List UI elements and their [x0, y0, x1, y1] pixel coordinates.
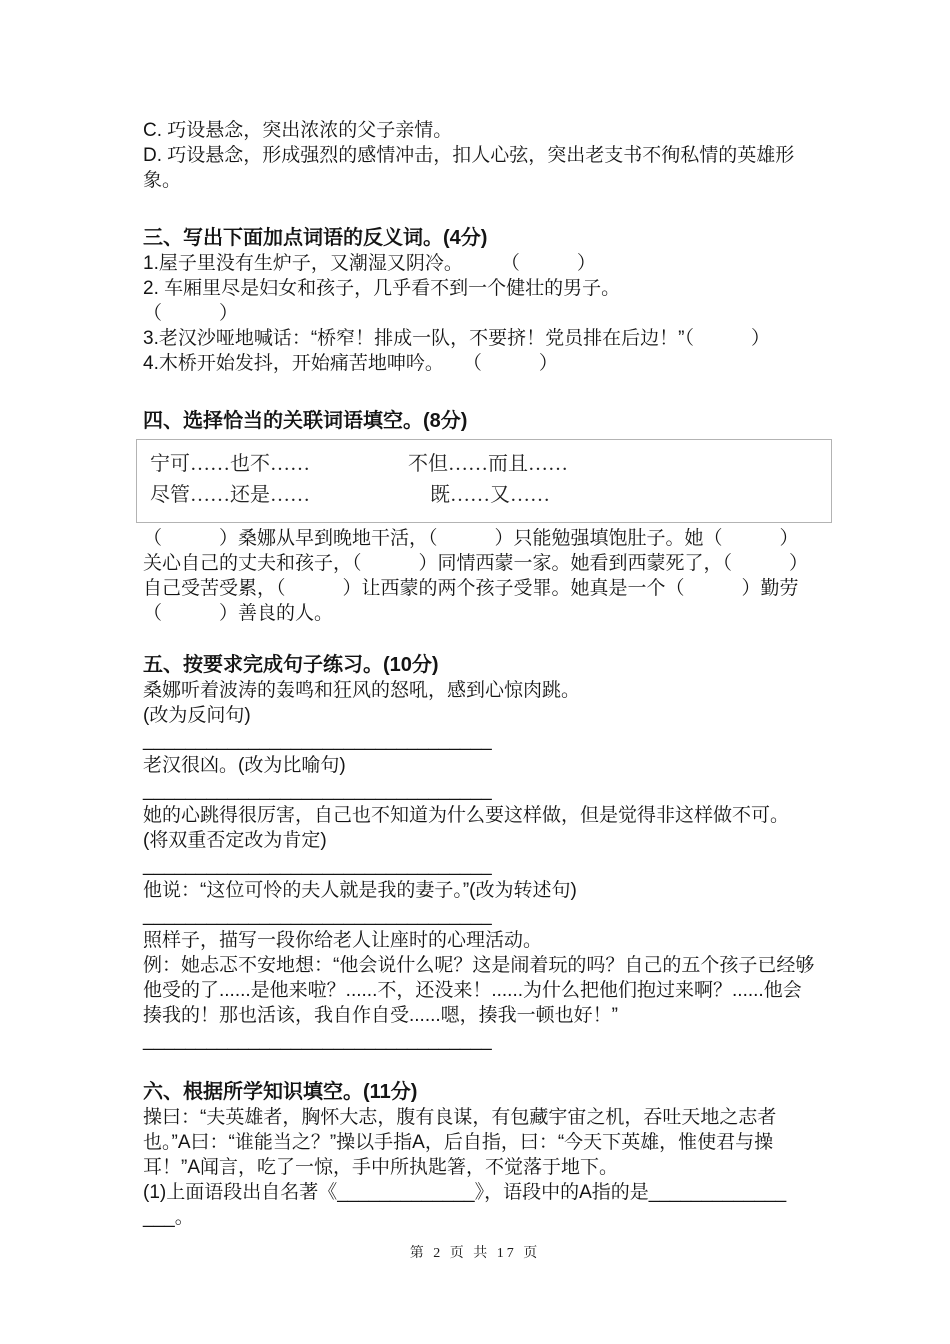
section5-sentence: 桑娜听着波涛的轰鸣和狂风的怒吼，感到心惊肉跳。 [143, 680, 581, 701]
section4-title: 四、选择恰当的关联词语填空。(8分) [143, 410, 468, 432]
section6-passage: 操曰：“夫英雄者，胸怀大志，腹有良谋，有包藏宇宙之机，吞吐天地之志者也。”A曰：“谁能当之？”操以手指A，后自指，曰：“今天下英雄，惟使君与操耳！”A闻言，吃了一惊，手中所执匙箸，不觉落于地下。 [143, 1107, 777, 1178]
exam-content [143, 118, 817, 1230]
answer-line: _________________________________ [143, 730, 492, 751]
page-footer: 第 2 页 共 17 页 [409, 1246, 541, 1261]
section5-sentence: 照样子，描写一段你给老人让座时的心理活动。 [143, 930, 543, 951]
section6-title: 六、根据所学知识填空。(11分) [143, 1081, 418, 1103]
answer-line: _________________________________ [143, 1030, 492, 1051]
word-bank-item: 既……又…… [430, 484, 550, 506]
word-bank-item: 尽管……还是…… [150, 484, 310, 506]
word-bank-row [150, 449, 821, 480]
answer-line: _________________________________ [143, 780, 492, 801]
section5-sentence: 她的心跳得很厉害，自己也不知道为什么要这样做，但是觉得非这样做不可。 [143, 805, 790, 826]
section3-item-2-blank: （ ） [143, 303, 239, 324]
section3-item-3: 3.老汉沙哑地喊话：“桥窄！排成一队，不要挤！党员排在后边！”（ ） [143, 328, 771, 349]
word-bank-row [150, 480, 821, 511]
section5-instruction: (改为反问句) [143, 705, 251, 726]
section6-question-1: (1)上面语段出自名著《_____________》，语段中的A指的是_____________ [143, 1182, 787, 1203]
section5-example: 例：她忐忑不安地想：“他会说什么呢？这是闹着玩的吗？自己的五个孩子已经够他受的了......是他来啦？......不，还没来！......为什么把他们抱过来啊？......他会揍我的！那也活该，我自作自受......嗯，揍我一顿也好！” [143, 955, 815, 1026]
option-c: C. 巧设悬念，突出浓浓的父子亲情。 [143, 120, 453, 141]
section3-title: 三、写出下面加点词语的反义词。(4分) [143, 227, 488, 249]
answer-line: _________________________________ [143, 855, 492, 876]
section3-item-4: 4.木桥开始发抖，开始痛苦地呻吟。 （ ） [143, 353, 558, 374]
answer-line: _________________________________ [143, 905, 492, 926]
section6-question-1-continuation: ___。 [143, 1207, 194, 1228]
section4-fill-paragraph: （ ）桑娜从早到晚地干活，（ ）只能勉强填饱肚子。她（ ）关心自己的丈夫和孩子，（ ）同情西蒙一家。她看到西蒙死了，（ ）自己受苦受累，（ ）让西蒙的两个孩子受罪。她真是一个（ ）勤劳（ ）善良的人。 [143, 528, 809, 624]
section3-item-1: 1.屋子里没有生炉子，又潮湿又阴冷。 （ ） [143, 253, 596, 274]
section5-sentence: 老汉很凶。(改为比喻句) [143, 755, 346, 776]
option-d: D. 巧设悬念，形成强烈的感情冲击，扣人心弦，突出老支书不徇私情的英雄形象。 [143, 145, 795, 191]
word-bank-item: 不但……而且…… [408, 453, 568, 475]
word-bank-item: 宁可……也不…… [150, 453, 310, 475]
section5-sentence: 他说：“这位可怜的夫人就是我的妻子。”(改为转述句) [143, 880, 577, 901]
section3-item-2: 2. 车厢里尽是妇女和孩子，几乎看不到一个健壮的男子。 [143, 278, 621, 299]
conjunction-word-bank [136, 439, 832, 523]
section5-instruction: (将双重否定改为肯定) [143, 830, 327, 851]
section5-title: 五、按要求完成句子练习。(10分) [143, 654, 439, 676]
